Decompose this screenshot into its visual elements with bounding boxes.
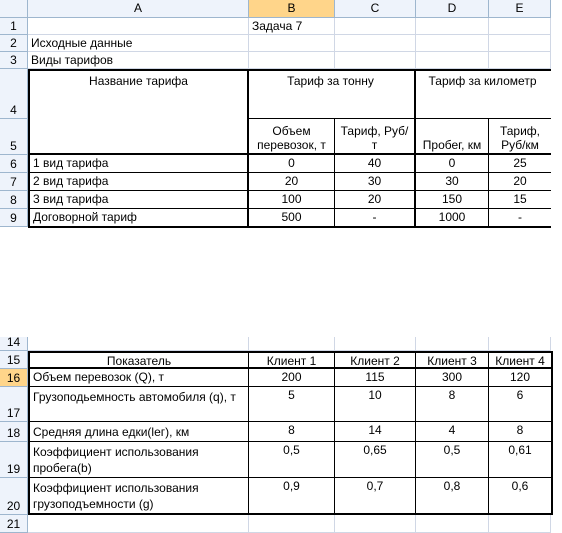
row-header-15[interactable]: 15: [0, 351, 28, 369]
volume-cell[interactable]: 0: [249, 155, 335, 173]
tariff-km-cell[interactable]: 15: [489, 191, 553, 209]
client-1-value[interactable]: 200: [249, 369, 335, 387]
spreadsheet-bottom: [0, 337, 562, 533]
column-header-d[interactable]: D: [416, 0, 489, 18]
client-2-value[interactable]: 10: [335, 387, 416, 422]
source-data-label[interactable]: Исходные данные: [28, 35, 249, 52]
cell-d3[interactable]: [416, 52, 489, 69]
cell-e2[interactable]: [489, 35, 551, 52]
row-header-16[interactable]: 16: [0, 369, 28, 387]
tariff-ton-cell[interactable]: -: [335, 209, 416, 228]
client-2-header[interactable]: Клиент 2: [335, 351, 416, 369]
cell-d2[interactable]: [416, 35, 489, 52]
cell-a21[interactable]: [28, 515, 249, 533]
client-4-value[interactable]: 6: [489, 387, 553, 422]
row-header-9[interactable]: 9: [0, 209, 28, 227]
mileage-cell[interactable]: 30: [416, 173, 489, 191]
row-header-2[interactable]: 2: [0, 35, 28, 52]
client-2-value[interactable]: 0,7: [335, 478, 416, 515]
row-header-6[interactable]: 6: [0, 155, 28, 173]
row-header-5[interactable]: 5: [0, 119, 28, 155]
row-header-1[interactable]: 1: [0, 18, 28, 35]
client-1-value[interactable]: 8: [249, 422, 335, 442]
cell-b3[interactable]: [249, 52, 335, 69]
row-header-3[interactable]: 3: [0, 52, 28, 69]
cell-a14[interactable]: [28, 337, 249, 351]
tariff-per-ton-header[interactable]: Тариф, Руб/т: [335, 119, 416, 155]
cell-d14[interactable]: [416, 337, 489, 351]
tariff-name-cell[interactable]: 2 вид тарифа: [28, 173, 249, 191]
tariff-km-cell[interactable]: 20: [489, 173, 553, 191]
right-edge: [551, 0, 562, 230]
client-1-value[interactable]: 0,9: [249, 478, 335, 515]
cell-b2[interactable]: [249, 35, 335, 52]
volume-cell[interactable]: 20: [249, 173, 335, 191]
client-4-value[interactable]: 0,61: [489, 442, 553, 478]
indicator-header[interactable]: Показатель: [28, 351, 249, 369]
indicator-label[interactable]: Грузоподьемность автомобиля (q), т: [28, 387, 249, 422]
tariff-ton-cell[interactable]: 20: [335, 191, 416, 209]
cell-d21[interactable]: [416, 515, 489, 533]
tariff-types-label[interactable]: Виды тарифов: [28, 52, 249, 69]
indicator-label[interactable]: Объем перевозок (Q), т: [28, 369, 249, 387]
tariff-name-cell[interactable]: Договорной тариф: [28, 209, 249, 228]
spreadsheet-top: [0, 0, 562, 230]
client-3-value[interactable]: 0,5: [416, 442, 489, 478]
right-edge: [553, 337, 562, 533]
client-3-value[interactable]: 300: [416, 369, 489, 387]
tariff-ton-cell[interactable]: 30: [335, 173, 416, 191]
client-2-value[interactable]: 0,65: [335, 442, 416, 478]
client-1-value[interactable]: 0,5: [249, 442, 335, 478]
row-header-8[interactable]: 8: [0, 191, 28, 209]
cell-e14[interactable]: [489, 337, 551, 351]
tariff-name-cell[interactable]: 1 вид тарифа: [28, 155, 249, 173]
tariff-km-cell[interactable]: 25: [489, 155, 553, 173]
client-1-header[interactable]: Клиент 1: [249, 351, 335, 369]
client-4-value[interactable]: 120: [489, 369, 553, 387]
row-header-20[interactable]: 20: [0, 478, 28, 515]
cell-b14[interactable]: [249, 337, 335, 351]
row-header-14[interactable]: 14: [0, 337, 28, 351]
indicator-label[interactable]: Коэффициент использования грузоподъемности (g): [28, 478, 249, 515]
tariff-name-cell[interactable]: 3 вид тарифа: [28, 191, 249, 209]
client-2-value[interactable]: 115: [335, 369, 416, 387]
cell-c3[interactable]: [335, 52, 416, 69]
volume-header[interactable]: Объем перевозок, т: [249, 119, 335, 155]
client-3-value[interactable]: 8: [416, 387, 489, 422]
cell-c21[interactable]: [335, 515, 416, 533]
per-ton-header[interactable]: Тариф за тонну: [247, 69, 416, 119]
row-header-17[interactable]: 17: [0, 387, 28, 422]
cell-d1[interactable]: [416, 18, 489, 35]
client-3-value[interactable]: 4: [416, 422, 489, 442]
tariff-per-km-header[interactable]: Тариф, Руб/км: [489, 119, 553, 155]
cell-b21[interactable]: [249, 515, 335, 533]
row-header-19[interactable]: 19: [0, 442, 28, 478]
mileage-cell[interactable]: 1000: [416, 209, 489, 228]
cell-e1[interactable]: [489, 18, 551, 35]
client-4-value[interactable]: 8: [489, 422, 553, 442]
column-header-e[interactable]: E: [489, 0, 551, 18]
row-header-21[interactable]: 21: [0, 515, 28, 533]
column-header-a[interactable]: A: [28, 0, 249, 18]
column-header-b[interactable]: B: [249, 0, 335, 18]
client-4-header[interactable]: Клиент 4: [489, 351, 553, 369]
task-title-cell[interactable]: Задача 7: [249, 18, 335, 35]
client-4-value[interactable]: 0,6: [489, 478, 553, 515]
client-1-value[interactable]: 5: [249, 387, 335, 422]
tariff-ton-cell[interactable]: 40: [335, 155, 416, 173]
cell-e21[interactable]: [489, 515, 551, 533]
mileage-cell[interactable]: 150: [416, 191, 489, 209]
tariff-km-cell[interactable]: -: [489, 209, 553, 228]
tariff-name-header[interactable]: Название тарифа: [28, 69, 249, 155]
cell-c1[interactable]: [335, 18, 416, 35]
select-all-corner[interactable]: [0, 0, 28, 18]
per-km-header[interactable]: Тариф за километр: [414, 69, 553, 119]
cell-c14[interactable]: [335, 337, 416, 351]
row-header-7[interactable]: 7: [0, 173, 28, 191]
volume-cell[interactable]: 100: [249, 191, 335, 209]
cell-a1[interactable]: [28, 18, 249, 35]
cell-c2[interactable]: [335, 35, 416, 52]
client-2-value[interactable]: 14: [335, 422, 416, 442]
volume-cell[interactable]: 500: [249, 209, 335, 228]
indicator-label[interactable]: Средняя длина едки(lег), км: [28, 422, 249, 442]
mileage-header[interactable]: Пробег, км: [416, 119, 489, 155]
mileage-cell[interactable]: 0: [416, 155, 489, 173]
column-header-c[interactable]: C: [335, 0, 416, 18]
client-3-header[interactable]: Клиент 3: [416, 351, 489, 369]
client-3-value[interactable]: 0,8: [416, 478, 489, 515]
row-header-18[interactable]: 18: [0, 422, 28, 442]
indicator-label[interactable]: Коэффициент использования пробега(b): [28, 442, 249, 478]
cell-e3[interactable]: [489, 52, 551, 69]
row-header-4[interactable]: 4: [0, 69, 28, 119]
